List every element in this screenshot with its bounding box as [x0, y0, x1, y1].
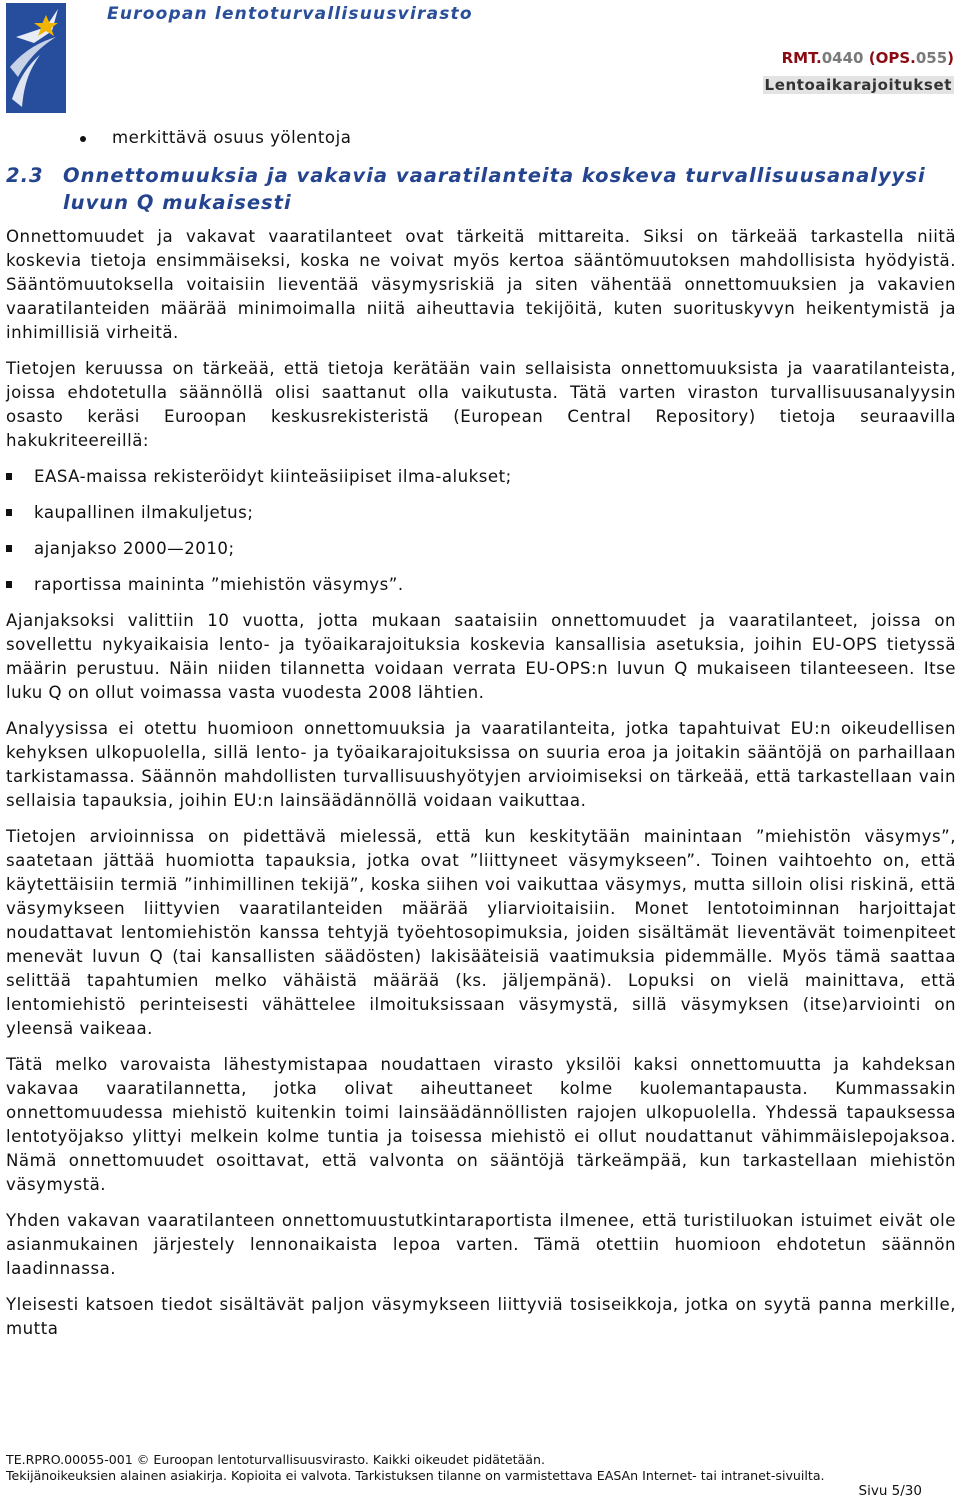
list-item-text: EASA-maissa rekisteröidyt kiinteäsiipiset ilma-alukset;	[34, 467, 512, 486]
list-item-text: kaupallinen ilmakuljetus;	[34, 503, 254, 522]
list-item	[6, 537, 956, 561]
paragraph-8: Yleisesti katsoen tiedot sisältävät paljon väsymykseen liittyviä tosiseikkoja, jotka on syytä panna merkille, mutta	[6, 1295, 956, 1338]
footer-notice: Tekijänoikeuksien alainen asiakirja. Kopioita ei valvota. Tarkistuksen tilanne on varmistettava EASAn Internet- tai intranet-sivuilta.	[6, 1467, 825, 1483]
list-item	[6, 126, 956, 150]
paragraph-2: Tietojen keruussa on tärkeää, että tietoja kerätään vain sellaisista onnettomuuksista ja vaaratilanteista, joissa ehdotetulla säännöllä olisi saattanut olla vaikutusta. Tätä varten viraston turvallisuusanalyysin osasto keräsi Euroopan keskusrekisteristä (European Central Repository) tietoja seuraavilla hakukriteereillä:	[6, 359, 956, 450]
list-item-text: ajanjakso 2000—2010;	[34, 539, 235, 558]
square-bullet-icon	[6, 509, 12, 516]
agency-name: Euroopan lentoturvallisuusvirasto	[107, 4, 473, 24]
square-bullet-icon	[6, 581, 12, 588]
paragraph-7: Yhden vakavan vaaratilanteen onnettomuustutkintaraportista ilmenee, että turistiluokan istuimet eivät ole asianmukainen järjestely lennonaikaista lepoa varten. Tämä otettiin huomioon ehdotetun säännön laadinnassa.	[6, 1211, 956, 1278]
paragraph-1: Onnettomuudet ja vakavat vaaratilanteet ovat tärkeitä mittareita. Siksi on tärkeää tarkastella niitä koskevia tietoja ensimmäiseksi, koska ne voivat myös kertoa sääntömuutoksen mahdollisista hyödyistä. Sääntömuutoksella voitaisiin lieventää väsymysriskiä ja siten vähentää onnettomuuksien ja vakavien vaaratilanteiden määrää minimoimalla niitä aiheuttavia tekijöitä, kuten suorituskyvyn heikentymistä ja inhimillisiä virheitä.	[6, 227, 956, 342]
criteria-list	[6, 465, 956, 597]
page-number: Sivu 5/30	[858, 1483, 922, 1499]
section-title-line-1: Onnettomuuksia ja vakavia vaaratilanteita koskeva turvallisuusanalyysi	[63, 164, 926, 187]
bullet-dot-icon	[80, 136, 86, 142]
ref-close: )	[947, 49, 954, 67]
ref-open: (	[863, 49, 876, 67]
list-item	[6, 465, 956, 489]
ref-code-1: 0440	[821, 49, 864, 67]
ref-ops: OPS.	[875, 49, 916, 67]
paragraph-4: Analyysissa ei otettu huomioon onnettomuuksia ja vaaratilanteita, jotka tapahtuivat EU:n oikeudellisen kehyksen ulkopuolella, sillä lento- ja työaikarajoituksissa on suuria eroa ja joitakin sääntöjä on parhaillaan tarkistamassa. Säännön mahdollisten turvallisuushyötyjen arvioimiseksi on tärkeää, että tarkastellaan vain sellaisia tapauksia, joihin EU:n lainsäädännöllä voidaan vaikuttaa.	[6, 719, 956, 810]
section-title-line-2: luvun Q mukaisesti	[63, 191, 292, 214]
footer-copyright: TE.RPRO.00055-001 © Euroopan lentoturvallisuusvirasto. Kaikki oikeudet pidätetään.	[6, 1452, 545, 1467]
paragraph-6: Tätä melko varovaista lähestymistapaa noudattaen virasto yksilöi kaksi onnettomuutta ja kahdeksan vakavaa vaaratilannetta, jotka olivat aiheuttaneet kolme kuolemantapausta. Kummassakin onnettomuudessa miehistö kuitenkin toimi lainsäädännöllisten rajojen ulkopuolella. Yhdessä tapauksessa lentotyöjakso ylittyi melkein kolme tuntia ja toisessa miehistö ei ollut noudattanut vähimmäislepojaksoa. Nämä onnettomuudet osoittavat, että valvonta on sääntöjä tärkeämpää, kun tarkastellaan miehistön väsymystä.	[6, 1055, 956, 1194]
list-item	[6, 573, 956, 597]
list-item-text: raportissa maininta ”miehistön väsymys”.	[34, 575, 404, 594]
square-bullet-icon	[6, 473, 12, 480]
ref-code-2: 055	[915, 49, 948, 67]
easa-logo	[6, 3, 66, 113]
list-item-text: merkittävä osuus yölentoja	[112, 128, 352, 147]
paragraph-5: Tietojen arvioinnissa on pidettävä mielessä, että kun keskitytään mainintaan ”miehistön väsymys”, saatetaan jättää huomiotta tapauksia, jotka ovat ”liittyneet väsymykseen”. Toinen vaihtoehto on, että käytettäisiin termiä ”inhimillinen tekijä”, koska siihen voi vaikuttaa väsymys, mutta silloin olisi riskinä, että väsymykseen liittyvien vaaratilanteiden määrää yliarvioitaisiin. Monet lentotoiminnan harjoittajat noudattavat lentomiehistön kanssa tehtyjä työehtosopimuksia, joiden sisältämät lieventävät toimenpiteet menevät luvun Q (tai kansallisten säädösten) lakisääteisiä vaatimuksia pidemmälle. Myös tämä saattaa selittää tapahtumien melko vähäistä määrää (ks. jäljempänä). Lopuksi on vielä mainittava, että lentomiehistö perinteisesti vähättelee ilmoituksissaan väsymystä, sillä väsymyksen (itse)arviointi on yleensä vaikeaa.	[6, 827, 956, 1038]
document-reference	[782, 49, 954, 67]
paragraph-3: Ajanjaksoksi valittiin 10 vuotta, jotta mukaan saataisiin onnettomuudet ja vaaratilanteet, joissa on sovellettu nykyaikaisia lento- ja työaikarajoituksia koskevia kansallisia asetuksia, joihin EU-OPS tietyssä määrin perustuu. Näin niiden tilannetta voidaan verrata EU-OPS:n luvun Q mukaiseen tilanteeseen. Itse luku Q on ollut voimassa vasta vuodesta 2008 lähtien.	[6, 611, 956, 702]
ref-prefix: RMT.	[781, 49, 822, 67]
square-bullet-icon	[6, 545, 12, 552]
section-number: 2.3	[6, 164, 44, 187]
section-heading	[6, 162, 956, 216]
page-footer	[6, 1452, 956, 1483]
list-item	[6, 501, 956, 525]
document-body	[6, 126, 956, 1353]
document-subject: Lentoaikarajoitukset	[764, 76, 952, 94]
